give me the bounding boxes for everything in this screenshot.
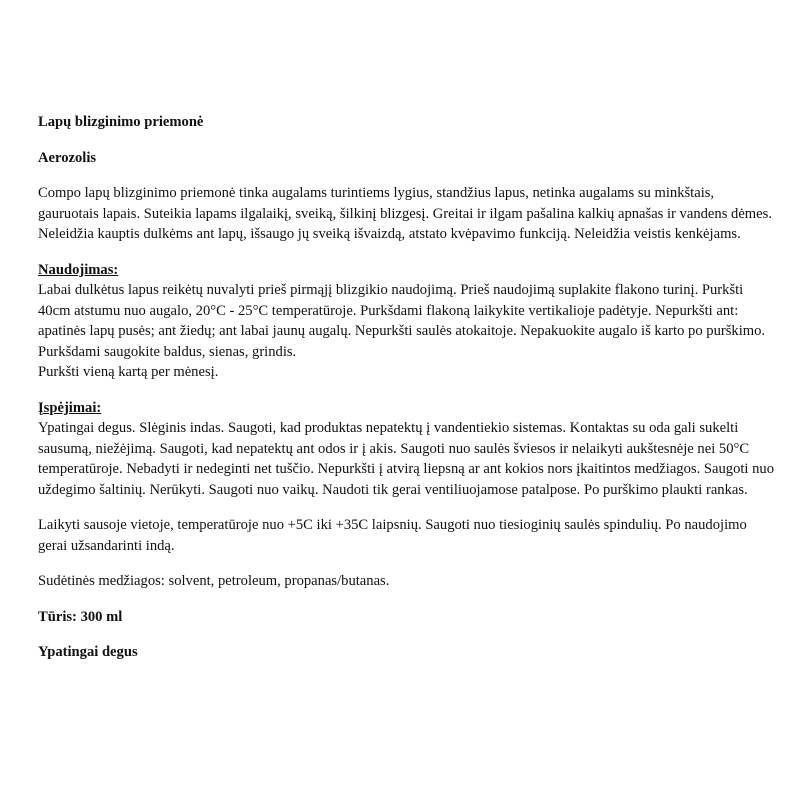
product-title: Lapų blizginimo priemonė — [38, 114, 204, 130]
product-description: Compo lapų blizginimo priemonė tinka augalams turintiems lygius, standžius lapus, netinka augalams su minkštais, gauruotais lapais. Suteikia lapams ilgalaikį, sveiką, šilkinį blizgesį. Greitai ir ilgam pašalina kalkių apnašas ir vandens dėmes. Neleidžia kauptis dulkėms ant lapų, išsaugo jų sveiką išvaizdą, atstato kvėpavimo funkciją. Neleidžia veistis kenkėjams. — [38, 185, 772, 242]
usage-text: Labai dulkėtus lapus reikėtų nuvalyti prieš pirmąjį blizgikio naudojimą. Prieš naudojimą suplakite flakono turinį. Purkšti 40cm atstumu nuo augalo, 20°C - 25°C temperatūroje. Purkšdami flakoną laikykite vertikalioje padėtyje. Nepurkšti ant: apatinės lapų pusės; ant žiedų; ant labai jaunų augalų. Nepurkšti saulės atokaitoje. Nepakuokite augalo iš karto po purškimo. Purkšdami saugokite baldus, sienas, grindis. — [38, 282, 766, 360]
ingredients: Sudėtinės medžiagos: solvent, petroleum, propanas/butanas. — [38, 573, 390, 589]
product-description-document — [38, 112, 778, 678]
usage-section — [38, 260, 778, 383]
volume: Tūris: 300 ml — [38, 608, 123, 625]
storage-instructions: Laikyti sausoje vietoje, temperatūroje nuo +5C iki +35C laipsnių. Saugoti nuo tiesioginių saulės spindulių. Po naudojimo gerai užsandarinti indą. — [38, 517, 747, 554]
warnings-heading: Įspėjimai: — [38, 399, 102, 416]
usage-heading: Naudojimas: — [38, 261, 119, 278]
warnings-text: Ypatingai degus. Slėginis indas. Saugoti, kad produktas nepatektų į vandentiekio sistemas. Kontaktas su oda gali sukelti sausumą, niežėjimą. Saugoti, kad nepatektų ant odos ir į akis. Saugoti nuo saulės šviesos ir nelaikyti aukštesnėje nei 50°C temperatūroje. Nebadyti ir nedeginti net tuščio. Nepurkšti į atvirą liepsną ar ant kokios nors įkaitintos medžiagos. Saugoti nuo uždegimo šaltinių. Nerūkyti. Saugoti nuo vaikų. Naudoti tik gerai ventiliuojamose patalpose. Po purškimo plaukti rankas. — [38, 420, 775, 498]
warnings-section — [38, 398, 778, 501]
product-form: Aerozolis — [38, 149, 97, 166]
hazard-label: Ypatingai degus — [38, 644, 138, 660]
usage-frequency: Purkšti vieną kartą per mėnesį. — [38, 364, 219, 380]
